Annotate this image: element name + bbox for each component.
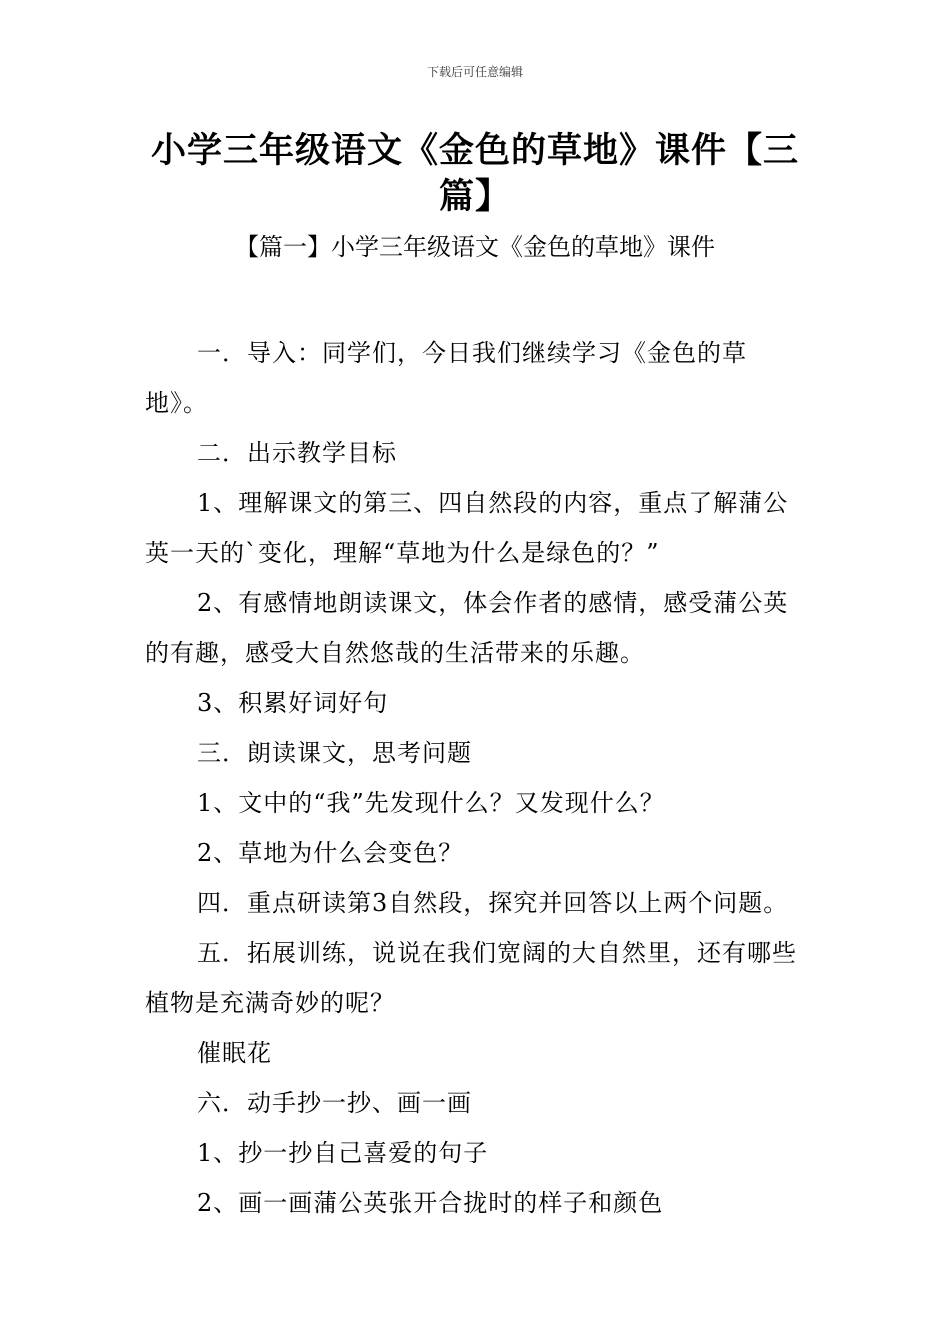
paragraph: 三．朗读课文，思考问题: [197, 739, 472, 767]
paragraph: 1、抄一抄自己喜爱的句子: [197, 1139, 489, 1167]
paragraph: 2、草地为什么会变色？: [197, 839, 464, 867]
header-note: 下载后可任意编辑: [426, 65, 523, 79]
document-body: [145, 328, 807, 1228]
paragraph: 2、画一画蒲公英张开合拢时的样子和颜色: [197, 1189, 664, 1217]
paragraph: 催眠花: [197, 1039, 272, 1067]
paragraph: 五．拓展训练，说说在我们宽阔的大自然里，还有哪些植物是充满奇妙的呢？: [145, 939, 797, 1017]
section-heading: 【篇一】小学三年级语文《金色的草地》课件: [235, 233, 715, 261]
paragraph: 1、文中的“我”先发现什么？又发现什么？: [197, 789, 665, 817]
paragraph: 四．重点研读第3自然段，探究并回答以上两个问题。: [197, 889, 789, 917]
document-title: 小学三年级语文《金色的草地》课件【三篇】: [150, 131, 799, 217]
paragraph: 2、有感情地朗读课文，体会作者的感情，感受蒲公英的有趣，感受大自然悠哉的生活带来的乐趣。: [145, 589, 789, 667]
paragraph: 1、理解课文的第三、四自然段的内容，重点了解蒲公英一天的`变化，理解“草地为什么是绿色的？”: [145, 489, 789, 567]
paragraph: 一．导入：同学们，今日我们继续学习《金色的草地》。: [145, 339, 747, 417]
paragraph: 六．动手抄一抄、画一画: [197, 1089, 472, 1117]
paragraph: 二．出示教学目标: [197, 439, 397, 467]
paragraph: 3、积累好词好句: [197, 689, 389, 717]
